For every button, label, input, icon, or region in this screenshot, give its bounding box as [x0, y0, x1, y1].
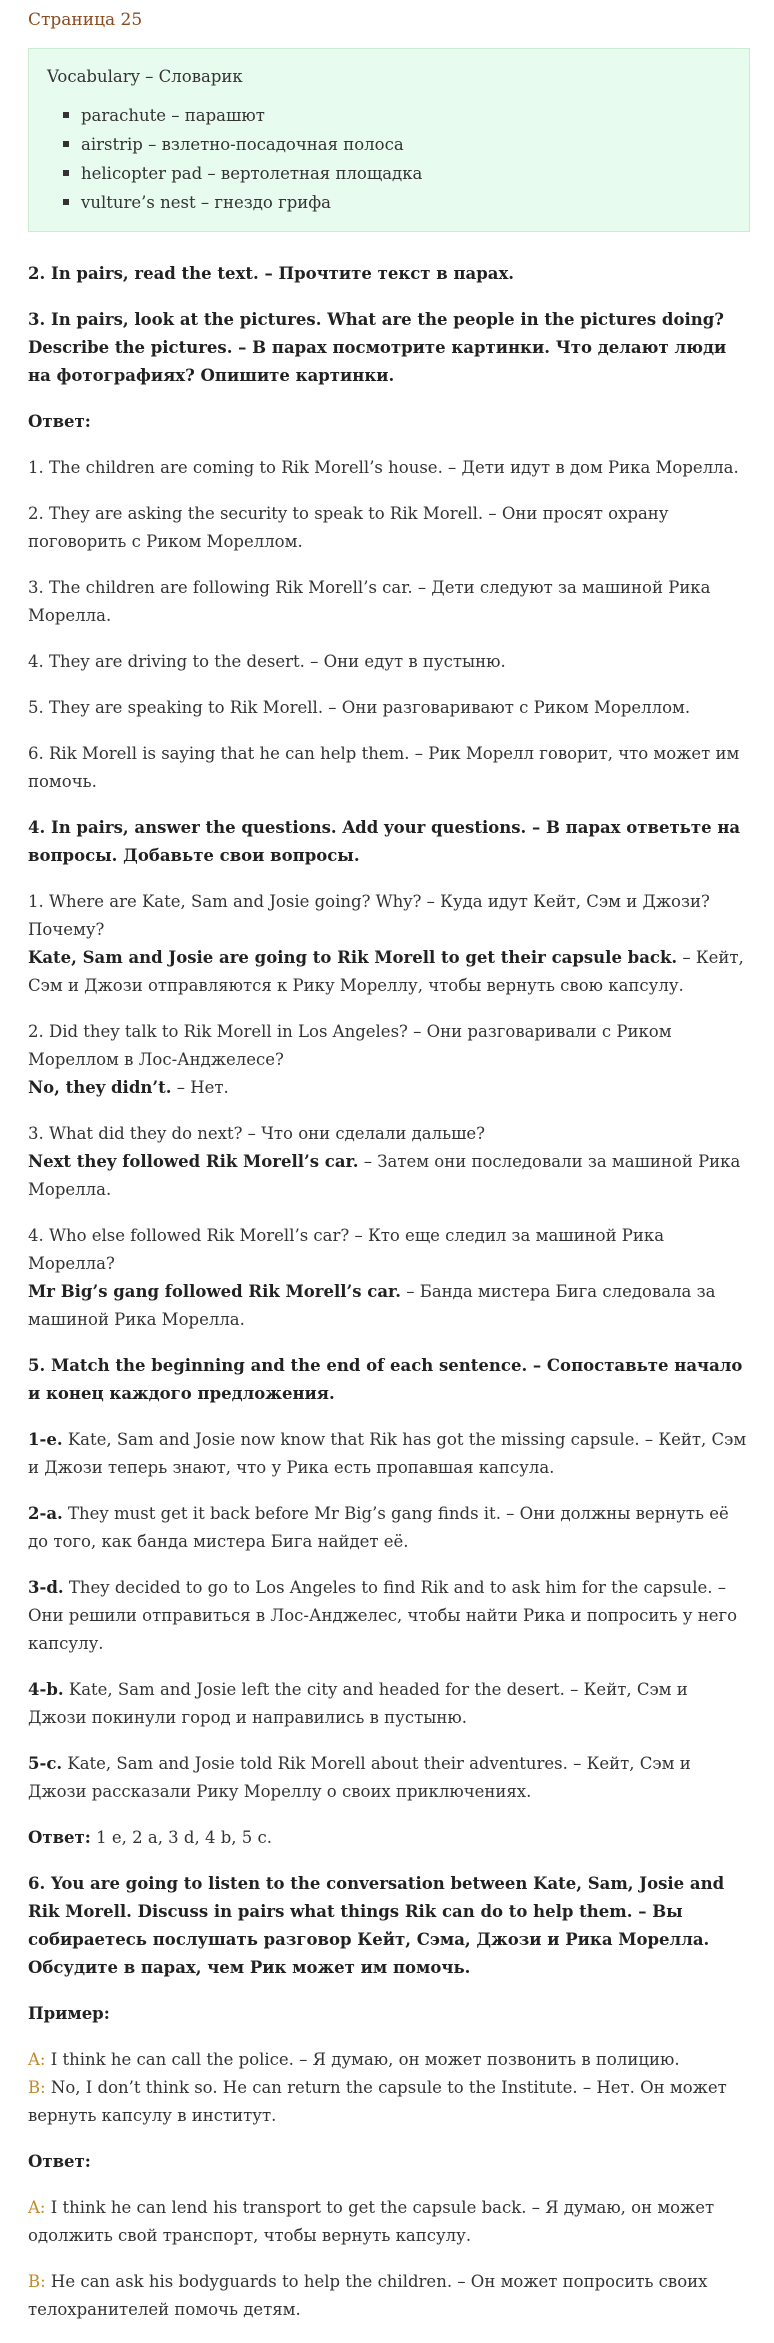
- answer-bold: Next they followed Rik Morell’s car.: [28, 1152, 359, 1171]
- answer-bold: Kate, Sam and Josie are going to Rik Morell to get their capsule back.: [28, 948, 678, 967]
- vocabulary-box: [28, 48, 750, 232]
- task-6-answer: [28, 2194, 750, 2250]
- vocabulary-item: airstrip – взлетно-посадочная полоса: [61, 130, 731, 159]
- answer-label: Ответ:: [28, 2152, 91, 2171]
- answer-label: Ответ:: [28, 1828, 91, 1847]
- task-3-answer: 2. They are asking the security to speak to Rik Morell. – Они просят охрану поговорить с Риком Мореллом.: [28, 504, 669, 551]
- answer-translation: – Затем они последовали за машиной Рика Морелла.: [28, 1152, 741, 1199]
- vocabulary-list: [47, 101, 731, 221]
- task-5-item: [28, 1676, 750, 1732]
- task-5-answer: [28, 1824, 750, 1852]
- match-text: Kate, Sam and Josie left the city and headed for the desert. – Кейт, Сэм и Джози покинули город и направились в пустыню.: [28, 1680, 688, 1727]
- answer-value: 1 e, 2 a, 3 d, 4 b, 5 c.: [90, 1828, 273, 1847]
- task-5-item: [28, 1574, 750, 1658]
- answer-label: Ответ:: [28, 412, 91, 431]
- dialogue-line: No, I don’t think so. He can return the capsule to the Institute. – Нет. Он может вернуть капсулу в институт.: [28, 2078, 727, 2125]
- speaker-a: A:: [28, 2050, 46, 2069]
- vocabulary-title: Vocabulary – Словарик: [47, 67, 243, 86]
- speaker-a: A:: [28, 2198, 46, 2217]
- task-4-qa: [28, 1120, 750, 1204]
- task-5-heading: 5. Match the beginning and the end of each sentence. – Сопоставьте начало и конец каждого предложения.: [28, 1356, 743, 1403]
- vocabulary-item: vulture’s nest – гнездо грифа: [61, 188, 731, 217]
- answer-bold: No, they didn’t.: [28, 1078, 172, 1097]
- speaker-b: B:: [28, 2078, 46, 2097]
- match-key: 2-a.: [28, 1504, 63, 1523]
- question: 1. Where are Kate, Sam and Josie going? Why? – Куда идут Кейт, Сэм и Джози? Почему?: [28, 892, 710, 939]
- dialogue-line: I think he can call the police. – Я думаю, он может позвонить в полицию.: [45, 2050, 680, 2069]
- answer-bold: Mr Big’s gang followed Rik Morell’s car.: [28, 1282, 401, 1301]
- task-3-answer: 1. The children are coming to Rik Morell’s house. – Дети идут в дом Рика Морелла.: [28, 458, 739, 477]
- match-text: They must get it back before Mr Big’s gang finds it. – Они должны вернуть её до того, как банда мистера Бига найдет её.: [28, 1504, 729, 1551]
- dialogue-line: He can ask his bodyguards to help the children. – Он может попросить своих телохранителей помочь детям.: [28, 2272, 708, 2319]
- task-3-answer: 3. The children are following Rik Morell’s car. – Дети следуют за машиной Рика Морелла.: [28, 578, 711, 625]
- question: 4. Who else followed Rik Morell’s car? – Кто еще следил за машиной Рика Морелла?: [28, 1226, 665, 1273]
- question: 2. Did they talk to Rik Morell in Los Angeles? – Они разговаривали с Риком Мореллом в Лос-Анджелесе?: [28, 1022, 672, 1069]
- task-4-qa: [28, 888, 750, 1000]
- example-label: Пример:: [28, 2004, 110, 2023]
- match-text: Kate, Sam and Josie told Rik Morell about their adventures. – Кейт, Сэм и Джози рассказали Рику Мореллу о своих приключениях.: [28, 1754, 691, 1801]
- task-5-item: [28, 1426, 750, 1482]
- task-3-answer: 6. Rik Morell is saying that he can help them. – Рик Морелл говорит, что может им помочь.: [28, 744, 740, 791]
- match-key: 3-d.: [28, 1578, 64, 1597]
- task-5-item: [28, 1500, 750, 1556]
- speaker-b: B:: [28, 2272, 46, 2291]
- match-key: 5-c.: [28, 1754, 63, 1773]
- task-6-answer: [28, 2268, 750, 2324]
- task-4-qa: [28, 1222, 750, 1334]
- dialogue-line: I think he can lend his transport to get the capsule back. – Я думаю, он может одолжить свой транспорт, чтобы вернуть капсулу.: [28, 2198, 715, 2245]
- answer-translation: – Кейт, Сэм и Джози отправляются к Рику Мореллу, чтобы вернуть свою капсулу.: [28, 948, 744, 995]
- vocabulary-item: helicopter pad – вертолетная площадка: [61, 159, 731, 188]
- answer-translation: – Нет.: [171, 1078, 229, 1097]
- match-key: 4-b.: [28, 1680, 64, 1699]
- task-3-answer: 4. They are driving to the desert. – Они едут в пустыню.: [28, 652, 506, 671]
- task-5-item: [28, 1750, 750, 1806]
- example-dialogue: [28, 2046, 750, 2130]
- answer-translation: – Банда мистера Бига следовала за машиной Рика Морелла.: [28, 1282, 716, 1329]
- match-key: 1-e.: [28, 1430, 63, 1449]
- match-text: They decided to go to Los Angeles to find Rik and to ask him for the capsule. – Они решили отправиться в Лос-Анджелес, чтобы найти Рика и попросить у него капсулу.: [28, 1578, 738, 1653]
- task-3-answer: 5. They are speaking to Rik Morell. – Они разговаривают с Риком Мореллом.: [28, 698, 691, 717]
- question: 3. What did they do next? – Что они сделали дальше?: [28, 1124, 486, 1143]
- task-3-heading: 3. In pairs, look at the pictures. What are the people in the pictures doing? Describe the pictures. – В парах посмотрите картинки. Что делают люди на фотографиях? Опишите картинки.: [28, 310, 727, 385]
- page-label: Страница 25: [28, 10, 143, 30]
- task-2-heading: 2. In pairs, read the text. – Прочтите текст в парах.: [28, 264, 515, 283]
- match-text: Kate, Sam and Josie now know that Rik has got the missing capsule. – Кейт, Сэм и Джози теперь знают, что у Рика есть пропавшая капсула.: [28, 1430, 747, 1477]
- task-4-heading: 4. In pairs, answer the questions. Add your questions. – В парах ответьте на вопросы. Добавьте свои вопросы.: [28, 818, 741, 865]
- task-6-heading: 6. You are going to listen to the conversation between Kate, Sam, Josie and Rik Morell. Discuss in pairs what things Rik can do to help them. – Вы собираетесь послушать разговор Кейт, Сэма, Джози и Рика Морелла. Обсудите в парах, чем Рик может им помочь.: [28, 1874, 725, 1977]
- task-4-qa: [28, 1018, 750, 1102]
- vocabulary-item: parachute – парашют: [61, 101, 731, 130]
